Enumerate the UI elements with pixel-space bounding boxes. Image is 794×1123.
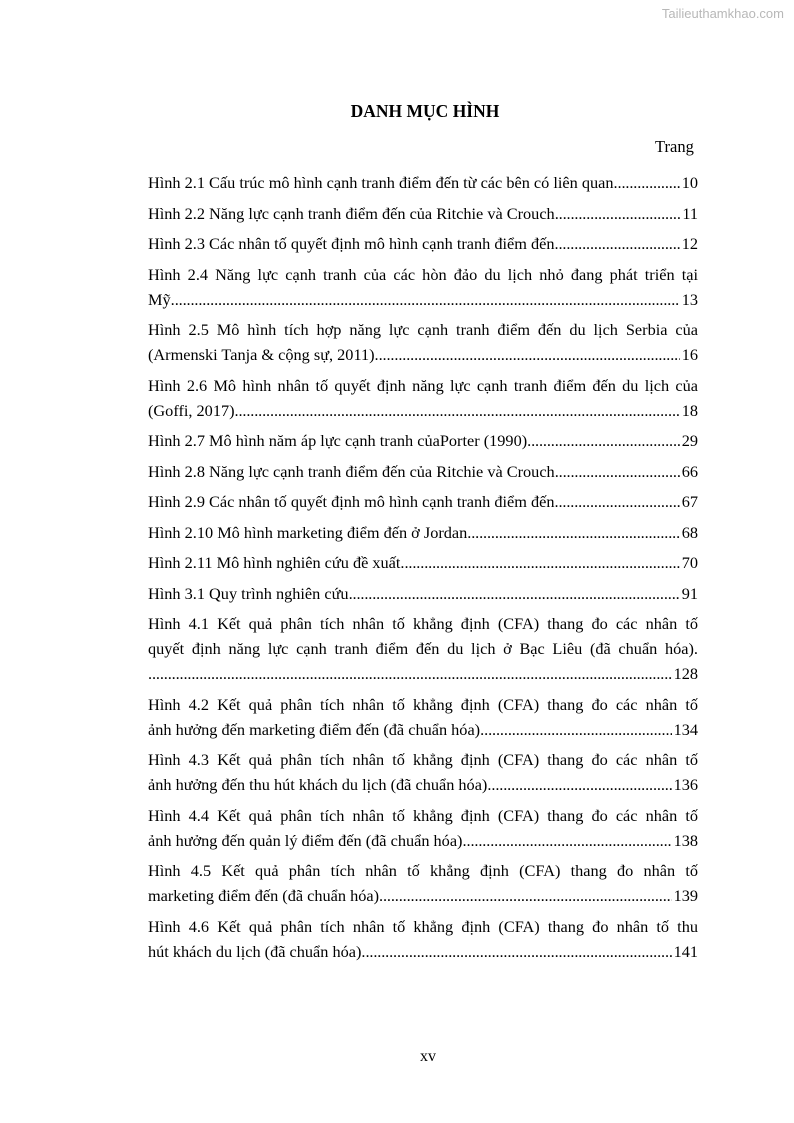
entry-text-line: Hình 4.6 Kết quả phân tích nhân tố khẳng định (CFA) thang đo nhân tố thu xyxy=(148,916,698,936)
figure-list-item[interactable] xyxy=(148,581,698,606)
dot-leader xyxy=(404,550,679,575)
page-number: 128 xyxy=(673,664,698,683)
entry-text-line: Hình 4.2 Kết quả phân tích nhân tố khẳng định (CFA) thang đo các nhân tố xyxy=(148,694,698,714)
page-number: 139 xyxy=(673,886,698,905)
entry-text-line: Hình 2.5 Mô hình tích hợp năng lực cạnh tranh điểm đến du lịch Serbia của xyxy=(148,320,698,339)
watermark: Tailieuthamkhao.com xyxy=(661,6,784,21)
figure-list-item[interactable] xyxy=(148,459,698,484)
figure-list-item[interactable] xyxy=(148,550,698,575)
figure-list-item[interactable] xyxy=(148,858,698,908)
figure-list-item[interactable] xyxy=(148,373,698,423)
page-number: 138 xyxy=(673,830,698,850)
dot-leader xyxy=(467,828,672,853)
dot-leader xyxy=(379,342,680,367)
figure-list-item[interactable] xyxy=(148,611,698,686)
figure-list-item[interactable] xyxy=(148,489,698,514)
entry-last-line xyxy=(148,828,698,853)
figure-list-item[interactable] xyxy=(148,262,698,312)
page-number: 10 xyxy=(681,173,698,192)
page-number: 70 xyxy=(681,553,698,572)
dot-leader xyxy=(527,428,680,453)
dot-leader xyxy=(175,287,680,312)
page-number: 13 xyxy=(681,289,698,309)
dot-leader xyxy=(467,520,679,545)
page-number: 16 xyxy=(681,345,698,364)
entry-last-line xyxy=(148,489,698,514)
entry-text-line: (Armenski Tanja & cộng sự, 2011). xyxy=(148,345,379,364)
entry-last-line xyxy=(148,201,698,226)
entry-last-line xyxy=(148,717,698,742)
dot-leader xyxy=(235,398,680,423)
figure-list-item[interactable] xyxy=(148,231,698,256)
entry-text-line: Hình 2.4 Năng lực cạnh tranh của các hòn đảo du lịch nhỏ đang phát triển tại xyxy=(148,264,698,284)
page-title: DANH MỤC HÌNH xyxy=(350,101,500,121)
entry-text-line: Hình 4.3 Kết quả phân tích nhân tố khẳng định (CFA) thang đo các nhân tố xyxy=(148,750,698,769)
entry-text-line: Mỹ. xyxy=(148,289,175,309)
page-number: 66 xyxy=(681,461,698,481)
page-number: 67 xyxy=(681,492,698,511)
entry-text-line: Hình 2.10 Mô hình marketing điểm đến ở Jordan xyxy=(148,522,468,542)
entry-text-line: Hình 4.5 Kết quả phân tích nhân tố khẳng định (CFA) thang đo nhân tố xyxy=(148,861,698,880)
dot-leader xyxy=(365,939,671,964)
figure-list-item[interactable] xyxy=(148,914,698,964)
entry-text-line: quyết định năng lực cạnh tranh điểm đến du lịch ở Bạc Liêu (đã chuẩn hóa). xyxy=(148,639,698,658)
figure-list-item[interactable] xyxy=(148,692,698,742)
footer-page-number: xv xyxy=(420,1048,436,1065)
entry-last-line xyxy=(148,170,698,195)
page-number: 11 xyxy=(682,203,698,223)
dot-leader xyxy=(484,717,671,742)
entry-last-line xyxy=(148,459,698,484)
entry-text-line: Hình 2.2 Năng lực cạnh tranh điểm đến của Ritchie và Crouch xyxy=(148,203,555,223)
figure-list-item[interactable] xyxy=(148,428,698,453)
entry-text-line: Hình 2.11 Mô hình nghiên cứu đề xuất. xyxy=(148,553,405,572)
page-column-label: Trang xyxy=(655,137,694,156)
figure-list-item[interactable] xyxy=(148,520,698,545)
entry-last-line xyxy=(148,581,698,606)
entry-text-line: Hình 3.1 Quy trình nghiên cứu xyxy=(148,583,349,603)
entry-text-line: Hình 2.9 Các nhân tố quyết định mô hình cạnh tranh điểm đến xyxy=(148,492,555,511)
figure-list-item[interactable] xyxy=(148,803,698,853)
entry-last-line xyxy=(148,398,698,423)
page-number: 29 xyxy=(681,431,698,450)
entry-last-line xyxy=(148,939,698,964)
entry-text-line: ảnh hưởng đến thu hút khách du lịch (đã chuẩn hóa). xyxy=(148,775,492,794)
page-number: 91 xyxy=(681,583,698,603)
figure-list-item[interactable] xyxy=(148,201,698,226)
entry-text-line: ảnh hưởng đến marketing điểm đến (đã chuẩn hóa). xyxy=(148,719,485,739)
entry-last-line xyxy=(148,231,698,256)
figure-list-item[interactable] xyxy=(148,317,698,367)
entry-text-line: marketing điểm đến (đã chuẩn hóa) xyxy=(148,886,380,905)
dot-leader xyxy=(349,581,680,606)
entry-last-line xyxy=(148,772,698,797)
figure-list-item[interactable] xyxy=(148,170,698,195)
entry-text-line: hút khách du lịch (đã chuẩn hóa). xyxy=(148,941,366,961)
dot-leader xyxy=(379,883,672,908)
entry-last-line xyxy=(148,661,698,686)
page-number: 12 xyxy=(681,234,698,253)
entry-last-line xyxy=(148,520,698,545)
figure-list-item[interactable] xyxy=(148,747,698,797)
entry-text-line: Hình 2.1 Cấu trúc mô hình cạnh tranh điểm đến từ các bên có liên quan. xyxy=(148,173,618,192)
entry-text-line: Hình 4.1 Kết quả phân tích nhân tố khẳng định (CFA) thang đo các nhân tố xyxy=(148,614,698,633)
entry-text-line: Hình 2.3 Các nhân tố quyết định mô hình cạnh tranh điểm đến xyxy=(148,234,555,253)
dot-leader xyxy=(555,201,681,226)
dot-leader xyxy=(148,661,672,686)
entry-text-line: Hình 2.8 Năng lực cạnh tranh điểm đến của Ritchie và Crouch xyxy=(148,461,555,481)
entry-text-line: (Goffi, 2017) xyxy=(148,400,235,420)
entry-last-line xyxy=(148,428,698,453)
figure-list xyxy=(148,170,698,969)
entry-last-line xyxy=(148,287,698,312)
entry-text-line: Hình 2.6 Mô hình nhân tố quyết định năng lực cạnh tranh điểm đến du lịch của xyxy=(148,375,698,395)
entry-text-line: ảnh hưởng đến quản lý điểm đến (đã chuẩn hóa). xyxy=(148,830,467,850)
dot-leader xyxy=(555,231,680,256)
entry-last-line xyxy=(148,342,698,367)
page-number: 134 xyxy=(673,719,698,739)
dot-leader xyxy=(618,170,680,195)
page-number: 136 xyxy=(673,775,698,794)
dot-leader xyxy=(555,459,680,484)
page-number: 68 xyxy=(681,522,698,542)
page-number: 141 xyxy=(673,941,698,961)
entry-text-line: Hình 4.4 Kết quả phân tích nhân tố khẳng định (CFA) thang đo các nhân tố xyxy=(148,805,698,825)
dot-leader xyxy=(555,489,680,514)
entry-last-line xyxy=(148,550,698,575)
dot-leader xyxy=(491,772,671,797)
entry-text-line: Hình 2.7 Mô hình năm áp lực cạnh tranh củaPorter (1990) xyxy=(148,431,528,450)
entry-last-line xyxy=(148,883,698,908)
page-number: 18 xyxy=(681,400,698,420)
